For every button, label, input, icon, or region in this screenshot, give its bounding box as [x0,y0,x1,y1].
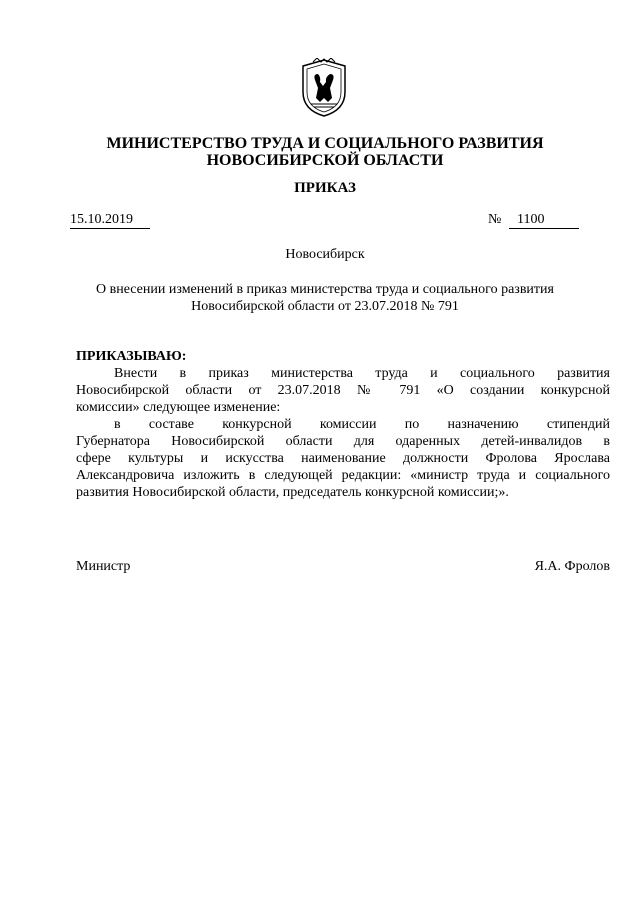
signer-name: Я.А. Фролов [534,559,610,574]
body-line-8: развития Новосибирской области, председатель конкурсной комиссии;». [76,485,509,500]
body-line-4: в составе конкурсной комиссии по назначению стипендий [114,417,610,432]
body-line-3: комиссии» следующее изменение: [76,400,281,415]
coat-of-arms-icon [299,58,349,118]
document-number: 1100 [509,211,579,229]
body-line-6: сфере культуры и искусства наименование должности Фролова Ярослава [76,451,610,466]
body-line-7: Александровича изложить в следующей редакции: «министр труда и социального [76,468,610,483]
subject-line2: Новосибирской области от 23.07.2018 № 791 [191,299,459,314]
ministry-name-line1: МИНИСТЕРСТВО ТРУДА И СОЦИАЛЬНОГО РАЗВИТИЯ [106,135,544,152]
body-line-1: Внести в приказ министерства труда и социального развития [114,366,610,381]
document-date: 15.10.2019 [70,211,150,229]
body-line-2: Новосибирской области от 23.07.2018 № 791 «О создании конкурсной [76,383,610,398]
ministry-name-line2: НОВОСИБИРСКОЙ ОБЛАСТИ [206,152,444,169]
city: Новосибирск [285,247,365,262]
body-line-5: Губернатора Новосибирской области для одаренных детей-инвалидов в [76,434,610,449]
subject-line1: О внесении изменений в приказ министерства труда и социального развития [96,282,554,297]
signer-title: Министр [76,559,131,574]
document-type: ПРИКАЗ [294,180,356,196]
number-sign: № [488,212,502,227]
order-heading: ПРИКАЗЫВАЮ: [76,349,187,364]
